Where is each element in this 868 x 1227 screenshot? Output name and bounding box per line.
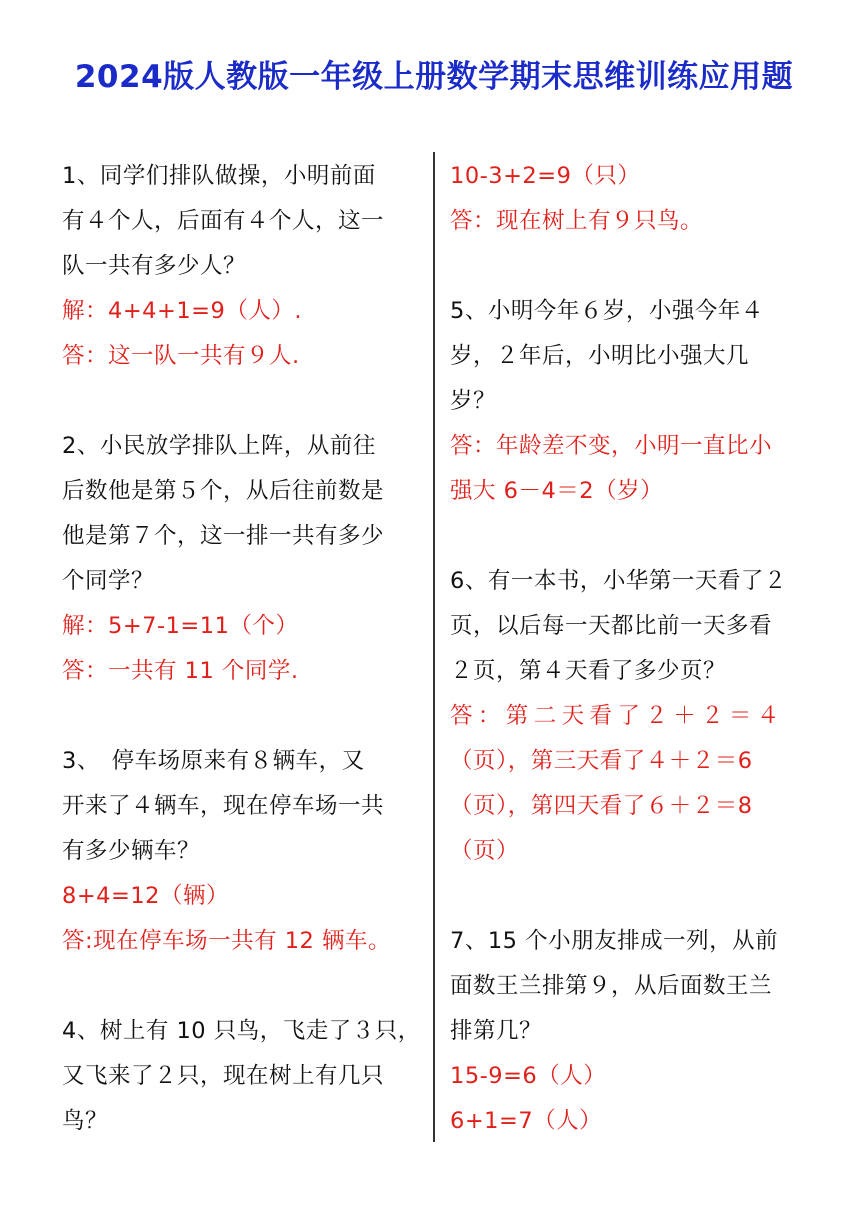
solution-line: 15-9=6（人） xyxy=(450,1063,607,1089)
answer-line: （页） xyxy=(450,838,520,864)
solution-line: 解：4+4+1=9（人）. xyxy=(62,298,302,324)
question-text-line: 岁？ xyxy=(450,388,497,414)
question-text-line: 面数王兰排第９，从后面数王兰 xyxy=(450,973,773,999)
question-text-line: 页，以后每一天都比前一天多看 xyxy=(450,613,773,639)
question-text-line: ２页，第４天看了多少页？ xyxy=(450,658,727,684)
question-text-line: 3、 停车场原来有８辆车，又 xyxy=(62,748,365,774)
solution-line: 10-3+2=9（只） xyxy=(450,163,641,189)
question-text-line: 6、有一本书，小华第一天看了２ xyxy=(450,568,787,594)
solution-line: 6+1=7（人） xyxy=(450,1108,603,1134)
question-text-line: 4、树上有 10 只鸟，飞走了３只， xyxy=(62,1018,421,1044)
page-title: 2024版人教版一年级上册数学期末思维训练应用题 xyxy=(74,59,794,95)
solution-line: 8+4=12（辆） xyxy=(62,883,229,909)
column-divider xyxy=(433,152,435,1142)
question-text-line: 排第几？ xyxy=(450,1018,543,1044)
answer-line: 答：现在树上有９只鸟。 xyxy=(450,208,704,234)
question-text-line: 岁，２年后，小明比小强大几 xyxy=(450,343,750,369)
question-text-line: 队一共有多少人？ xyxy=(62,253,247,279)
solution-line: 解：5+7-1=11（个） xyxy=(62,613,299,639)
question-text-line: 2、小民放学排队上阵，从前往 xyxy=(62,433,376,459)
question-text-line: 个同学？ xyxy=(62,568,155,594)
answer-line: 答：第二天看了２＋２＝４ xyxy=(450,703,785,729)
answer-line: （页），第四天看了６＋２＝8 xyxy=(450,793,753,819)
question-text-line: 后数他是第５个，从后往前数是 xyxy=(62,478,385,504)
answer-line: 答:现在停车场一共有 12 辆车。 xyxy=(62,928,392,954)
answer-line: 答：一共有 11 个同学. xyxy=(62,658,299,684)
answer-line: 强大 6－4＝2（岁） xyxy=(450,478,664,504)
answer-line: 答：年龄差不变，小明一直比小 xyxy=(450,433,773,459)
question-text-line: 鸟？ xyxy=(62,1108,109,1134)
question-text-line: 7、15 个小朋友排成一列，从前 xyxy=(450,928,779,954)
question-text-line: 他是第７个，这一排一共有多少 xyxy=(62,523,385,549)
question-text-line: 有４个人，后面有４个人，这一 xyxy=(62,208,385,234)
question-text-line: 5、小明今年６岁，小强今年４ xyxy=(450,298,764,324)
answer-line: 答：这一队一共有９人. xyxy=(62,343,300,369)
question-text-line: 开来了４辆车，现在停车场一共 xyxy=(62,793,385,819)
question-text-line: 又飞来了２只，现在树上有几只 xyxy=(62,1063,385,1089)
question-text-line: 1、同学们排队做操，小明前面 xyxy=(62,163,376,189)
question-text-line: 有多少辆车？ xyxy=(62,838,201,864)
answer-line: （页），第三天看了４＋２＝6 xyxy=(450,748,753,774)
